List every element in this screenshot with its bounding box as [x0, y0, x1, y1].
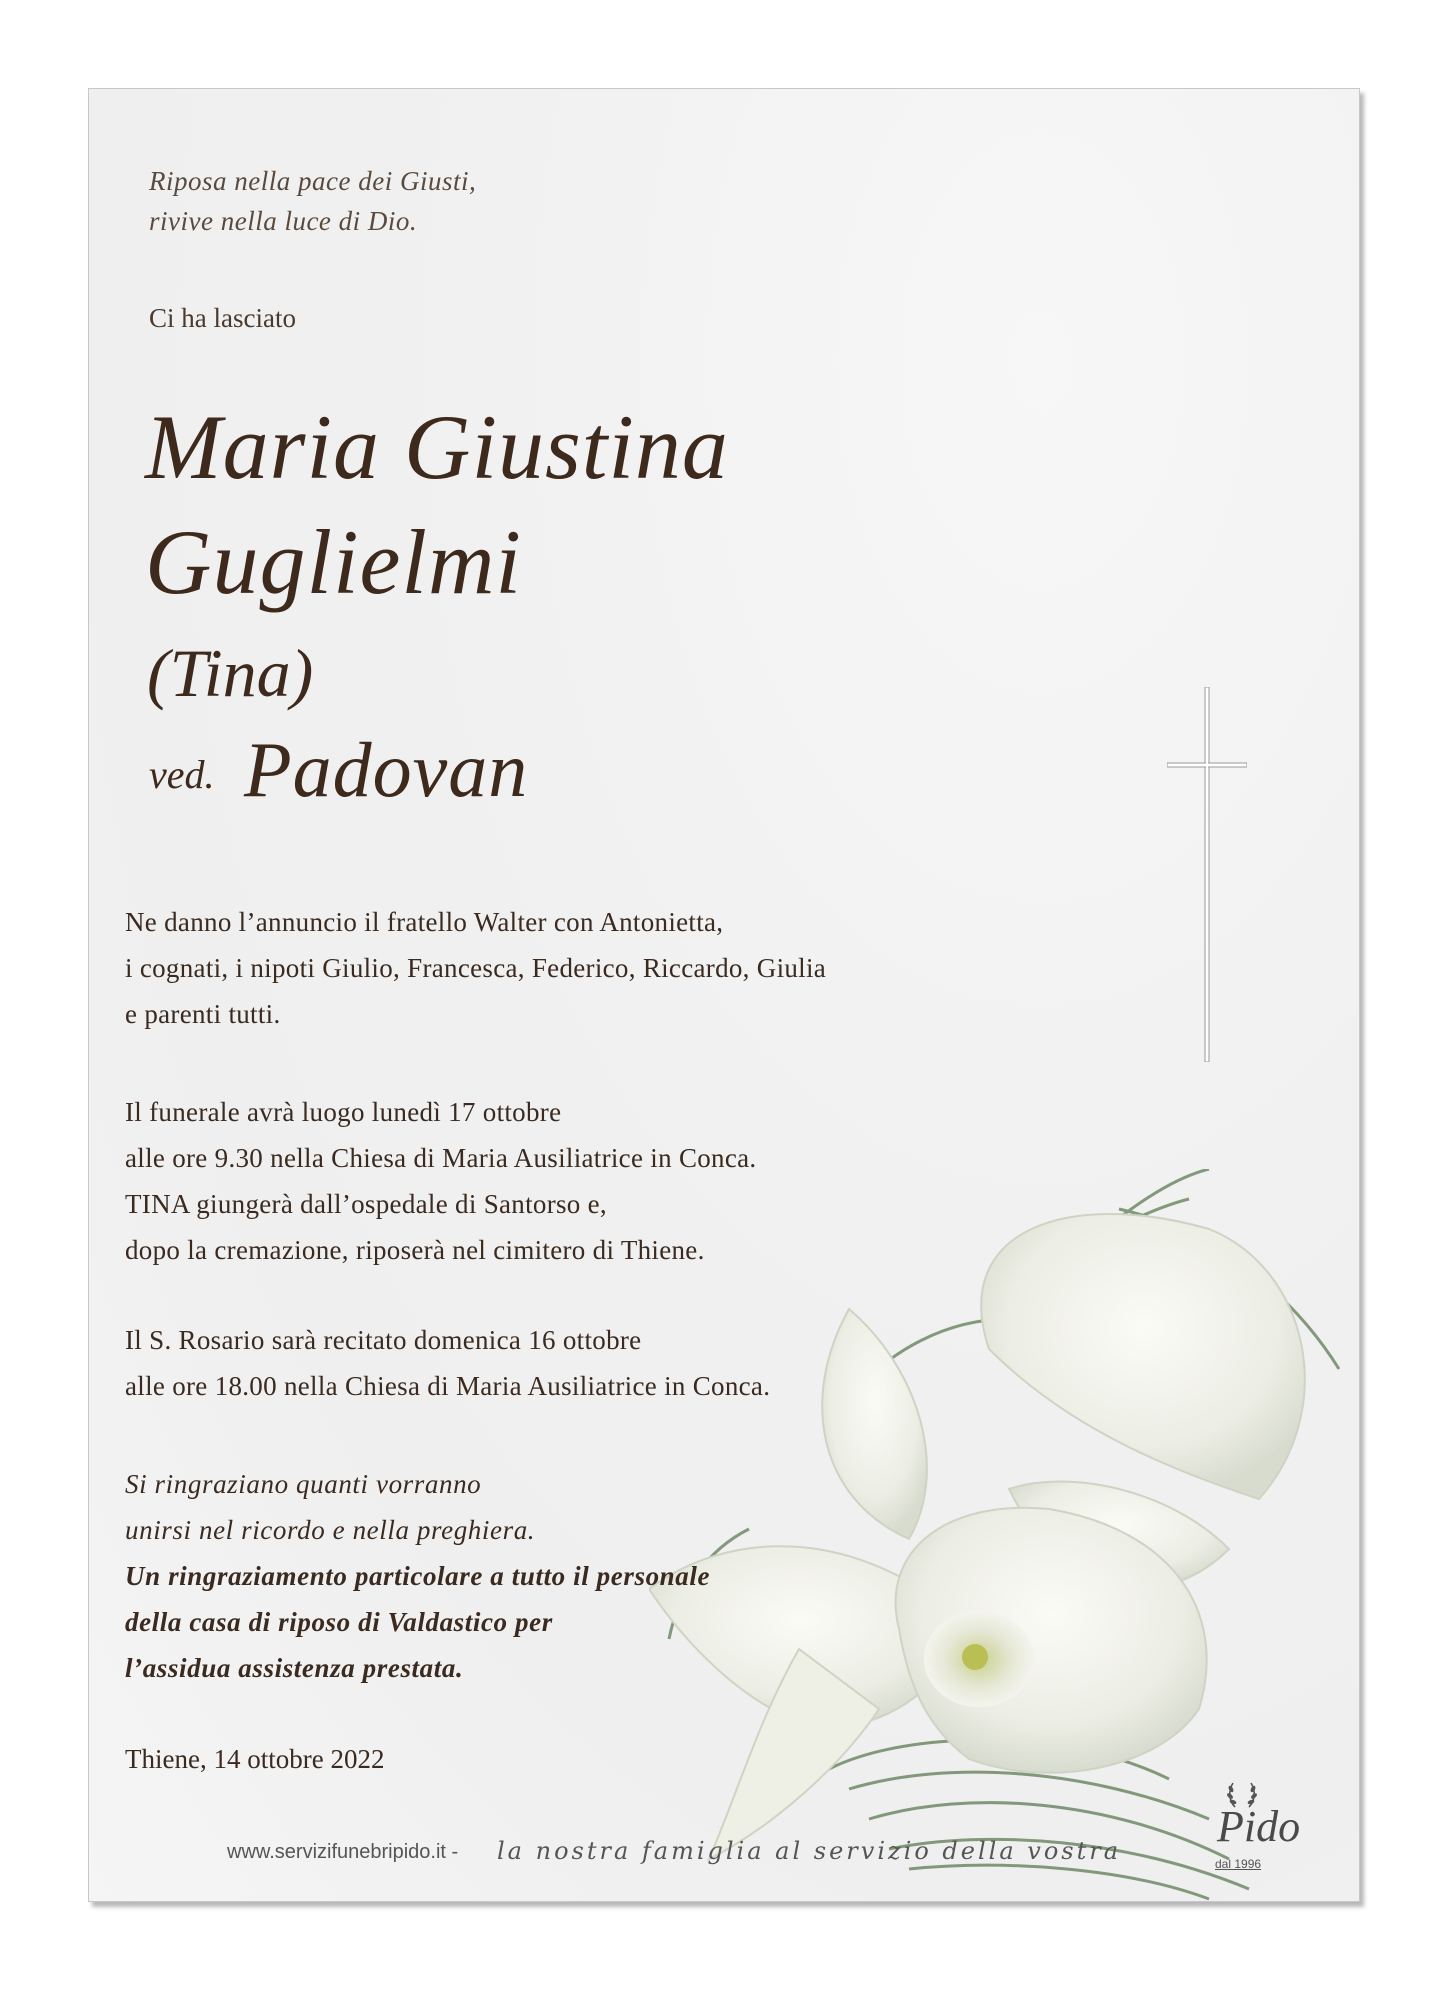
rosary-paragraph	[125, 1317, 770, 1409]
logo-name: Pido	[1217, 1802, 1301, 1851]
announcement-paragraph	[125, 899, 826, 1037]
announcement-line: Ne danno l’annuncio il fratello Walter con Antonietta,	[125, 907, 724, 937]
logo-since: dal 1996	[1215, 1857, 1262, 1871]
deceased-name-line-2: Guglielmi	[145, 511, 522, 613]
funeral-line: TINA giungerà dall’ospedale di Santorso e,	[125, 1189, 607, 1219]
rosary-line: Il S. Rosario sarà recitato domenica 16 ottobre	[125, 1325, 642, 1355]
thanks-special-line: della casa di riposo di Valdastico per	[125, 1607, 553, 1637]
married-surname: Padovan	[244, 726, 529, 813]
intro-text: Ci ha lasciato	[149, 303, 296, 333]
motto	[149, 161, 476, 241]
footer-tagline: la nostra famiglia al servizio della vostra	[497, 1837, 1122, 1865]
announcement-line: i cognati, i nipoti Giulio, Francesca, Federico, Riccardo, Giulia	[125, 953, 827, 983]
obituary-card	[88, 88, 1360, 1902]
footer-url-link[interactable]: www.servizifunebripido.it -	[227, 1841, 459, 1863]
thanks-special-line: l’assidua assistenza prestata.	[125, 1653, 464, 1683]
thanks-line: Si ringraziano quanti vorranno	[125, 1469, 482, 1499]
funeral-line: alle ore 9.30 nella Chiesa di Maria Ausiliatrice in Conca.	[125, 1143, 757, 1173]
thanks-special-line: Un ringraziamento particolare a tutto il personale	[125, 1561, 711, 1591]
motto-line-2: rivive nella luce di Dio.	[149, 206, 418, 236]
place-date: Thiene, 14 ottobre 2022	[125, 1744, 385, 1774]
funeral-line: dopo la cremazione, riposerà nel cimitero di Thiene.	[125, 1235, 705, 1265]
rosary-line: alle ore 18.00 nella Chiesa di Maria Ausiliatrice in Conca.	[125, 1371, 771, 1401]
funeral-line: Il funerale avrà luogo lunedì 17 ottobre	[125, 1097, 562, 1127]
widow-prefix: ved.	[149, 752, 215, 797]
cross-icon	[1167, 687, 1247, 1062]
deceased-nickname: (Tina)	[147, 635, 314, 711]
deceased-name-line-1: Maria Giustina	[145, 396, 729, 498]
announcement-line: e parenti tutti.	[125, 999, 281, 1029]
motto-line-1: Riposa nella pace dei Giusti,	[149, 166, 477, 196]
thanks-line: unirsi nel ricordo e nella preghiera.	[125, 1515, 536, 1545]
thanks-paragraph	[125, 1461, 710, 1691]
